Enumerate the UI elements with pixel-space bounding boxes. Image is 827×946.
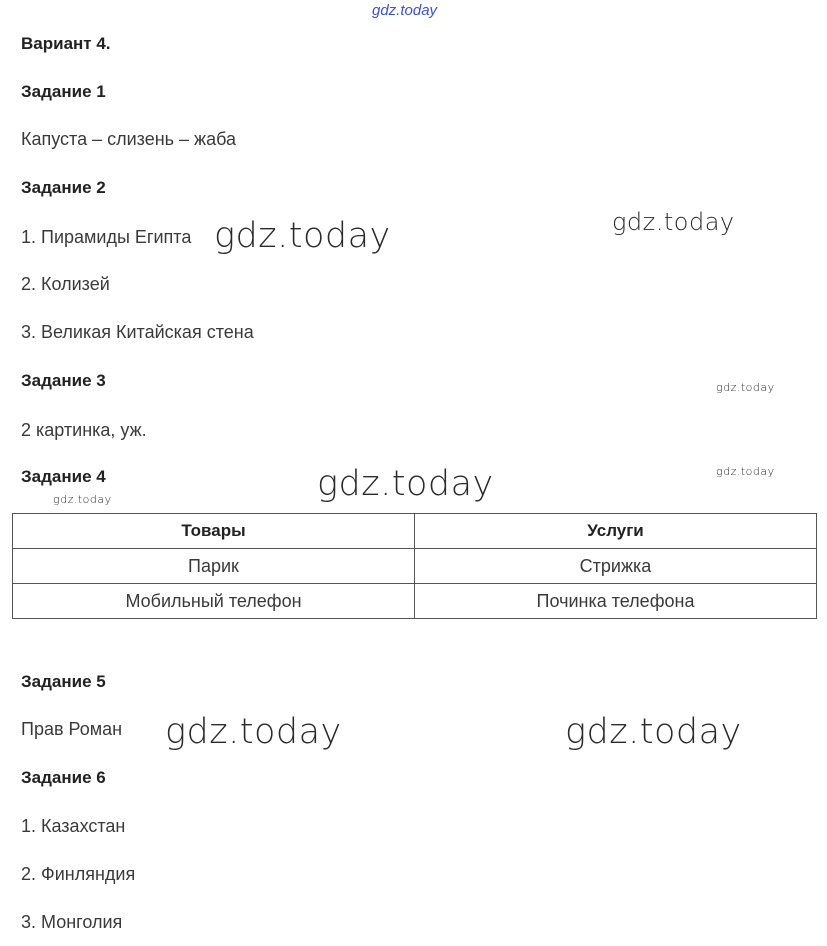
- task-3-title: Задание 3: [21, 371, 106, 390]
- task-5-line-1: Прав Роман: [21, 719, 123, 739]
- task-4-title: Задание 4: [21, 467, 106, 486]
- table-header-row: [13, 514, 817, 549]
- variant-title: Вариант 4.: [21, 34, 111, 53]
- watermark: gdz.today: [612, 208, 735, 236]
- task-2-line-3: 3. Великая Китайская стена: [21, 322, 254, 342]
- table-header-cell: Товары: [13, 514, 415, 549]
- watermark: gdz.today: [317, 464, 494, 504]
- watermark: gdz.today: [716, 381, 775, 394]
- task-2-line-1: 1. Пирамиды Египта: [21, 227, 192, 247]
- table-row: [13, 549, 817, 584]
- watermark: gdz.today: [214, 216, 391, 256]
- watermark: gdz.today: [565, 712, 742, 752]
- table-row: [13, 584, 817, 619]
- table-cell: Парик: [13, 549, 415, 584]
- watermark: gdz.today: [53, 493, 112, 506]
- task-5-title: Задание 5: [21, 672, 106, 691]
- task-2-title: Задание 2: [21, 178, 106, 197]
- watermark: gdz.today: [716, 465, 775, 478]
- task-6-line-1: 1. Казахстан: [21, 816, 126, 836]
- task-1-line-1: Капуста – слизень – жаба: [21, 129, 237, 149]
- task-6-line-3: 3. Монголия: [21, 912, 123, 932]
- table-cell: Починка телефона: [415, 584, 817, 619]
- task-2-line-2: 2. Колизей: [21, 274, 110, 294]
- task-1-title: Задание 1: [21, 82, 106, 101]
- task-3-line-1: 2 картинка, уж.: [21, 420, 147, 440]
- watermark: gdz.today: [165, 712, 342, 752]
- table-cell: Стрижка: [415, 549, 817, 584]
- watermark-link[interactable]: gdz.today: [372, 2, 438, 19]
- goods-services-table: [12, 513, 817, 619]
- table-cell: Мобильный телефон: [13, 584, 415, 619]
- task-6-line-2: 2. Финляндия: [21, 864, 136, 884]
- table-header-cell: Услуги: [415, 514, 817, 549]
- task-6-title: Задание 6: [21, 768, 106, 787]
